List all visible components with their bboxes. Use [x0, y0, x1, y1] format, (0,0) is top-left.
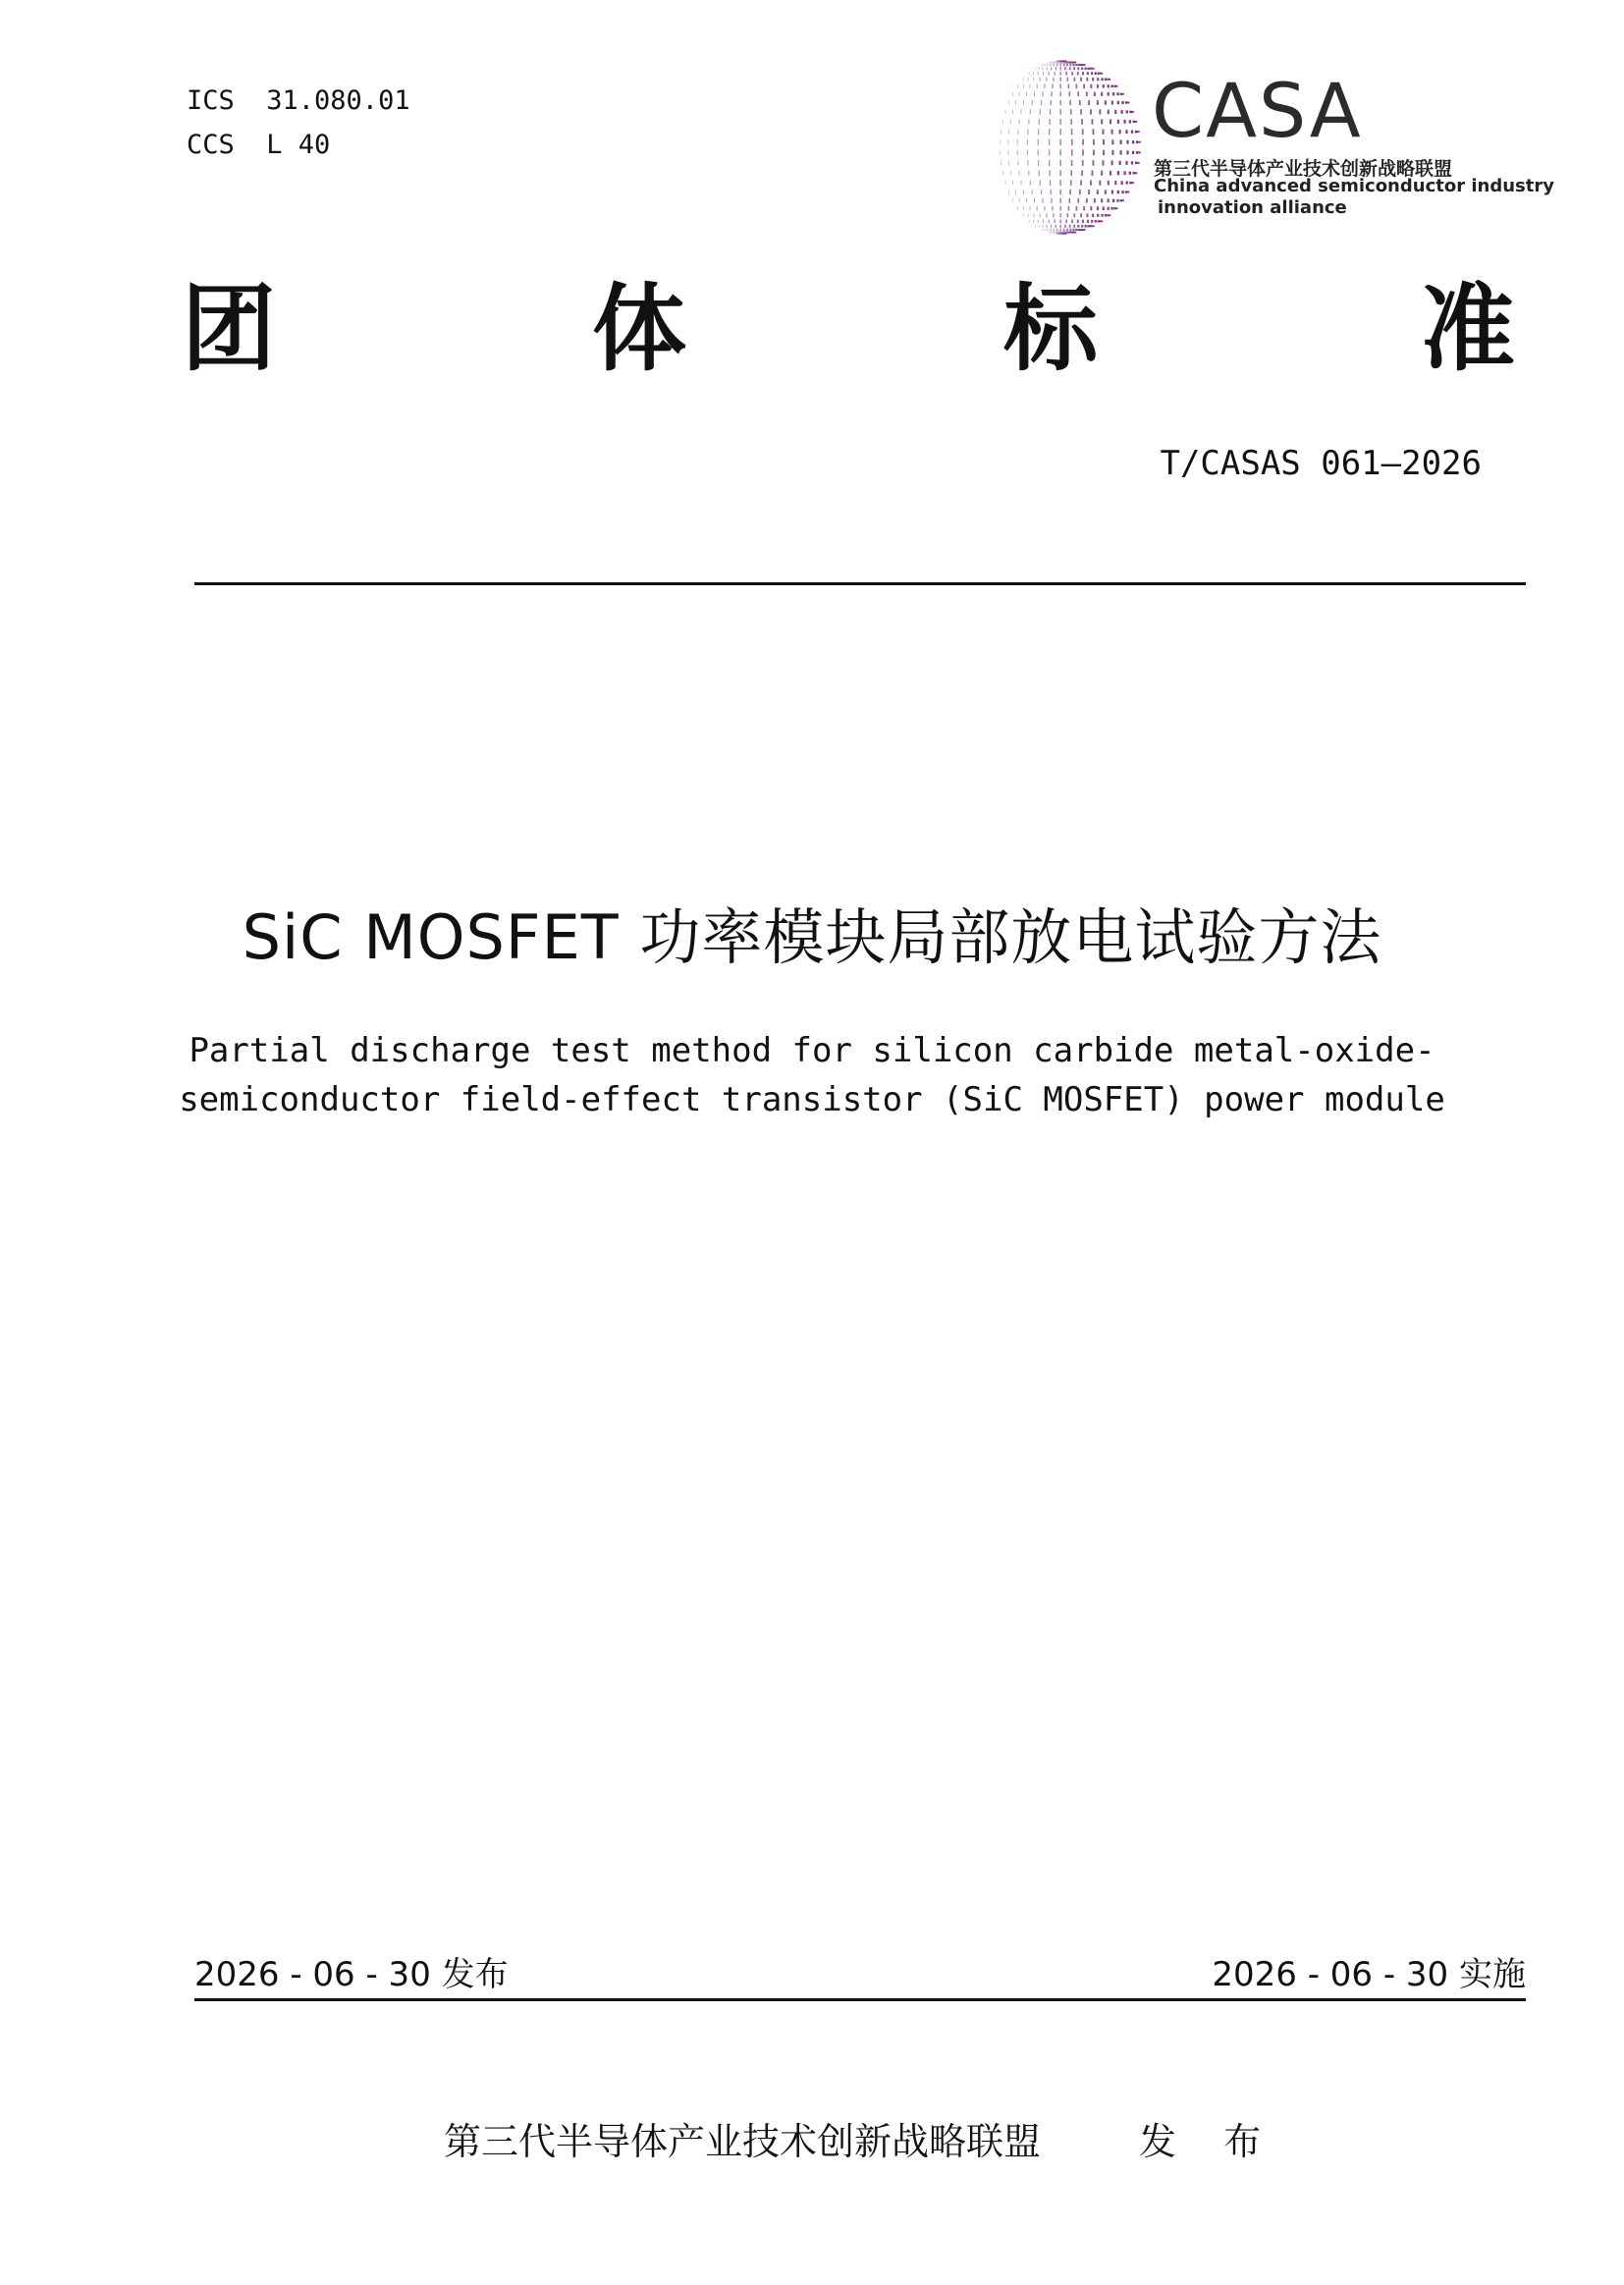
ccs-code: CCS L 40 [187, 130, 331, 160]
title-en [0, 1026, 1624, 1124]
classification-codes [187, 79, 410, 167]
standard-type-char: 团 [182, 274, 276, 384]
publisher-name: 第三代半导体产业技术创新战略联盟 [444, 2120, 1042, 2163]
title-en-line2: semiconductor field-effect transistor (SiC MOSFET) power module [179, 1080, 1445, 1119]
bottom-divider [194, 1998, 1526, 2001]
sphere-emblem-icon [967, 54, 1144, 241]
standard-type-heading [182, 275, 1527, 383]
logo-name-en-line1: China advanced semiconductor industry [1154, 176, 1554, 196]
publisher-verb: 发 布 [1139, 2120, 1279, 2163]
ics-code: ICS 31.080.01 [187, 85, 410, 116]
logo-name: CASA [1152, 67, 1363, 154]
logo-name-en-line2: innovation alliance [1158, 197, 1347, 218]
implement-date: 2026 - 06 - 30 实施 [1212, 1955, 1526, 1994]
publish-date: 2026 - 06 - 30 发布 [194, 1955, 509, 1994]
logo-name-cn: 第三代半导体产业技术创新战略联盟 [1154, 158, 1453, 180]
standard-type-char: 准 [1421, 274, 1515, 384]
standard-type-char: 体 [592, 274, 686, 384]
standard-number: T/CASAS 061—2026 [1160, 444, 1482, 483]
top-divider [194, 582, 1526, 585]
casa-logo [967, 54, 1554, 241]
title-cn: SiC MOSFET 功率模块局部放电试验方法 [242, 901, 1382, 973]
standard-type-char: 标 [1003, 274, 1098, 384]
title-en-line1: Partial discharge test method for silicon carbide metal-oxide- [189, 1031, 1435, 1070]
